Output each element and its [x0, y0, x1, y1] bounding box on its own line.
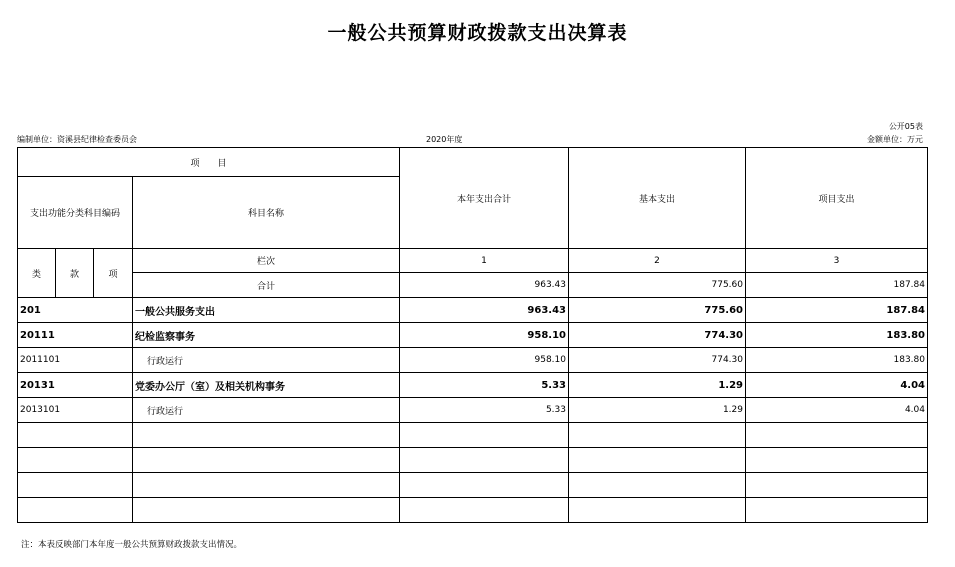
row-total: 958.10 [400, 323, 569, 348]
empty-row [18, 498, 928, 523]
row-name: 党委办公厅（室）及相关机构事务 [133, 373, 400, 398]
unit-label: 编制单位：资溪县纪律检查委员会 [17, 135, 137, 144]
row-basic: 1.29 [569, 373, 746, 398]
footnote: 注：本表反映部门本年度一般公共预算财政拨款支出情况。 [21, 540, 243, 550]
row-basic: 774.30 [569, 348, 746, 373]
header-code: 支出功能分类科目编码 [18, 177, 133, 249]
header-item: 项 目 [18, 148, 400, 177]
row-code: 201 [18, 298, 133, 323]
row-code: 2013101 [18, 398, 133, 423]
header-xiang: 项 [94, 249, 133, 298]
row-total: 5.33 [400, 373, 569, 398]
total-row-total: 963.43 [400, 273, 569, 298]
row-total: 5.33 [400, 398, 569, 423]
row-name: 纪检监察事务 [133, 323, 400, 348]
total-row-label: 合计 [133, 273, 400, 298]
empty-row [18, 423, 928, 448]
header-lei: 类 [18, 249, 56, 298]
row-basic: 775.60 [569, 298, 746, 323]
row-project: 183.80 [746, 348, 928, 373]
header-project: 项目支出 [746, 148, 928, 249]
year-label: 2020年度 [426, 135, 463, 144]
row-index-label: 栏次 [133, 249, 400, 273]
row-project: 183.80 [746, 323, 928, 348]
column-index-3: 3 [746, 249, 928, 273]
row-code: 20131 [18, 373, 133, 398]
header-basic: 基本支出 [569, 148, 746, 249]
column-index-1: 1 [400, 249, 569, 273]
row-code: 20111 [18, 323, 133, 348]
row-project: 187.84 [746, 298, 928, 323]
expenditure-table [17, 147, 928, 523]
header-kuan: 款 [56, 249, 94, 298]
row-basic: 1.29 [569, 398, 746, 423]
page-title: 一般公共预算财政拨款支出决算表 [327, 22, 628, 44]
row-total: 963.43 [400, 298, 569, 323]
empty-row [18, 448, 928, 473]
row-basic: 774.30 [569, 323, 746, 348]
row-name: 行政运行 [133, 398, 400, 423]
header-name: 科目名称 [133, 177, 400, 249]
amount-unit: 金额单位：万元 [867, 135, 923, 144]
row-project: 4.04 [746, 398, 928, 423]
row-total: 958.10 [400, 348, 569, 373]
column-index-2: 2 [569, 249, 746, 273]
row-project: 4.04 [746, 373, 928, 398]
empty-row [18, 473, 928, 498]
total-row-basic: 775.60 [569, 273, 746, 298]
row-code: 2011101 [18, 348, 133, 373]
total-row-project: 187.84 [746, 273, 928, 298]
form-number: 公开05表 [888, 122, 923, 131]
row-name: 行政运行 [133, 348, 400, 373]
header-total: 本年支出合计 [400, 148, 569, 249]
row-name: 一般公共服务支出 [133, 298, 400, 323]
